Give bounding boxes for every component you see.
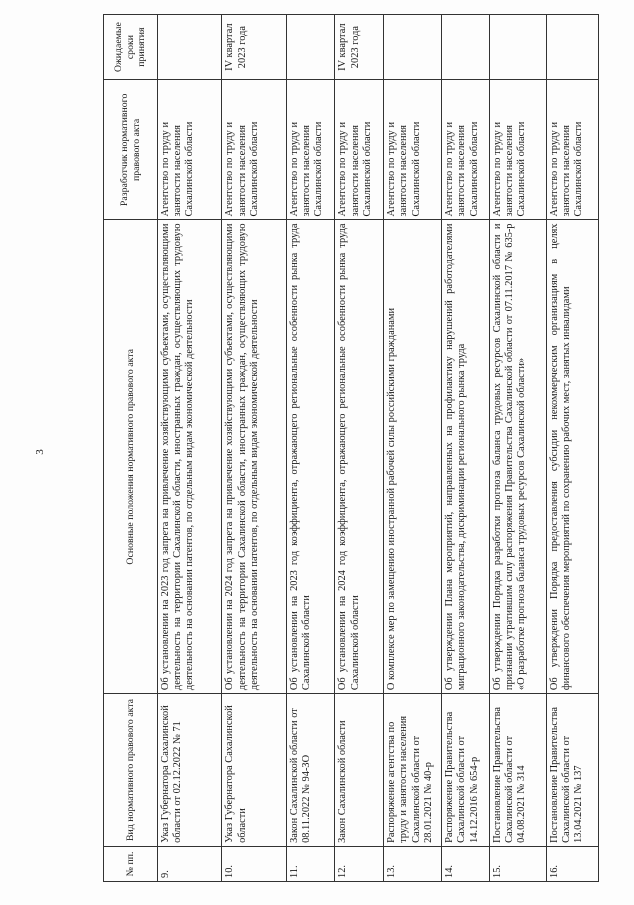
due-date-cell [490,15,547,80]
act-content-cell: Об утверждении Плана мероприятий, направленных на профилактику нарушений работодателями миграционного законодательства, дискриминации регионального рынка труда [442,220,490,694]
developer-cell: Агентство по труду и занятости населения Сахалинской области [442,80,490,220]
due-date-cell [547,15,599,80]
act-type-cell: Постановление Правительства Сахалинской области от 13.04.2021 № 137 [547,694,599,847]
row-number: 12. [335,846,384,881]
act-content-cell: Об установлении на 2024 год коэффициента, отражающего региональные особенности рынка труда Сахалинской области [335,220,384,694]
table-row [286,15,335,882]
header-act-type: Вид нормативного правового акта [104,694,158,847]
act-content-cell: Об утверждении Порядка предоставления субсидии некоммерческим организациям в целях финансового обеспечения мероприятий по сохранению рабочих мест, занятых инвалидами [547,220,599,694]
act-content-cell: Об установлении на 2023 год запрета на привлечение хозяйствующими субъектами, осуществляющими деятельность на территории Сахалинской области, иностранных граждан, осуществляющих трудовую деятельность на основании патентов, по отдельным видам экономической деятельности [158,220,222,694]
developer-cell: Агентство по труду и занятости населения Сахалинской области [222,80,286,220]
act-type-cell: Распоряжение агентства по труду и занятости населения Сахалинской области от 28.01.2021 № 40-р [384,694,442,847]
row-number: 14. [442,846,490,881]
header-due-date: Ожидаемые сроки принятия [104,15,158,80]
table-row [158,15,222,882]
header-number: № пп. [104,846,158,881]
header-act-content: Основные положения нормативного правового акта [104,220,158,694]
act-content-cell: О комплексе мер по замещению иностранной рабочей силы российскими гражданами [384,220,442,694]
table-row [490,15,547,882]
table-header-row [104,15,158,882]
table-row [384,15,442,882]
header-developer: Разработчик нормативного правового акта [104,80,158,220]
act-type-cell: Указ Губернатора Сахалинской области от 02.12.2022 № 71 [158,694,222,847]
row-number: 13. [384,846,442,881]
row-number: 10. [222,846,286,881]
act-type-cell: Распоряжение Правительства Сахалинской области от 14.12.2016 № 654-р [442,694,490,847]
table-row [222,15,286,882]
row-number: 9. [158,846,222,881]
act-type-cell: Закон Сахалинской области от 08.11.2022 № 94-ЗО [286,694,335,847]
page-number: 3 [34,449,46,455]
due-date-cell: IV квартал 2023 года [222,15,286,80]
due-date-cell [384,15,442,80]
developer-cell: Агентство по труду и занятости населения Сахалинской области [286,80,335,220]
act-content-cell: Об установлении на 2023 год коэффициента, отражающего региональные особенности рынка труда Сахалинской области [286,220,335,694]
act-type-cell: Постановление Правительства Сахалинской области от 04.08.2021 № 314 [490,694,547,847]
developer-cell: Агентство по труду и занятости населения Сахалинской области [158,80,222,220]
developer-cell: Агентство по труду и занятости населения Сахалинской области [384,80,442,220]
due-date-cell: IV квартал 2023 года [335,15,384,80]
act-content-cell: Об утверждении Порядка разработки прогноза баланса трудовых ресурсов Сахалинской области и признании утратившим силу распоряжения Правительства Сахалинской области от 07.11.2017 № 635-р «О разработке прогноза баланса трудовых ресурсов Сахалинской области» [490,220,547,694]
developer-cell: Агентство по труду и занятости населения Сахалинской области [335,80,384,220]
due-date-cell [286,15,335,80]
developer-cell: Агентство по труду и занятости населения Сахалинской области [490,80,547,220]
due-date-cell [158,15,222,80]
due-date-cell [442,15,490,80]
act-type-cell: Закон Сахалинской области [335,694,384,847]
normative-acts-table [103,14,599,882]
developer-cell: Агентство по труду и занятости населения Сахалинской области [547,80,599,220]
row-number: 16. [547,846,599,881]
row-number: 15. [490,846,547,881]
table-row [442,15,490,882]
table-row [335,15,384,882]
act-type-cell: Указ Губернатора Сахалинской области [222,694,286,847]
rotated-table-wrapper [103,14,599,882]
act-content-cell: Об установлении на 2024 год запрета на привлечение хозяйствующими субъектами, осуществляющими деятельность на территории Сахалинской области, иностранных граждан, осуществляющих трудовую деятельность на основании патентов, по отдельным видам экономической деятельности [222,220,286,694]
row-number: 11. [286,846,335,881]
table-row [547,15,599,882]
